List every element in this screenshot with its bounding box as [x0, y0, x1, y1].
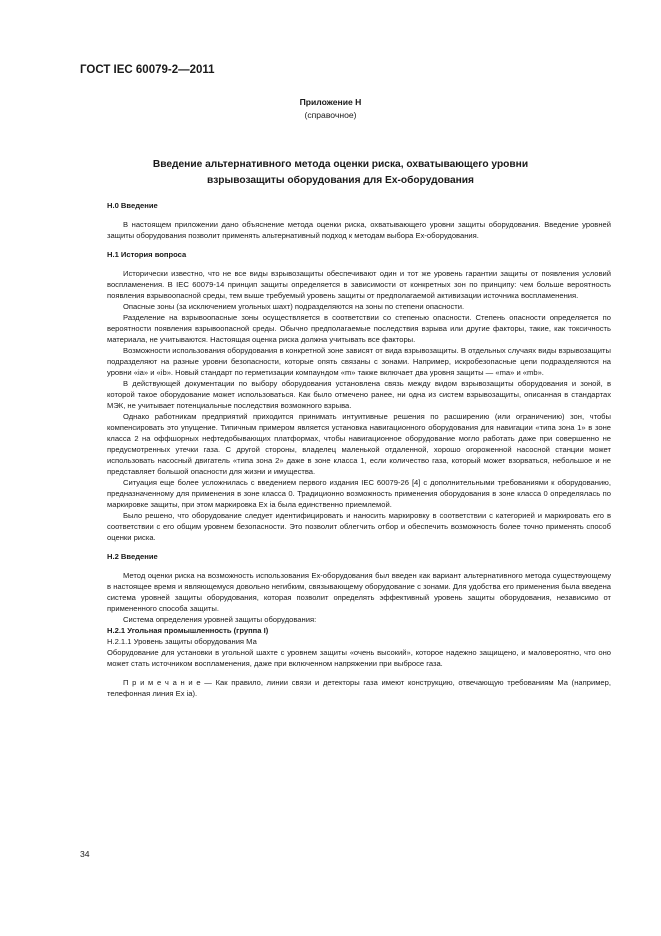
paragraph: В действующей документации по выбору оборудования установлена связь между видом взрывозащиты оборудования и зоной, в которой такое оборудование может использоваться. Как было отмечено ранее, ни одна из систем взрывозащиты, описанная в стандартах МЭК, не учитывает потенциальные последствия возможного взрыва.	[107, 379, 611, 410]
page-number: 34	[80, 849, 90, 859]
standard-header: ГОСТ IEC 60079-2—2011	[80, 64, 215, 76]
paragraph: Возможности использования оборудования в конкретной зоне зависят от вида взрывозащиты. В отдельных случаях виды взрывозащиты подразделяют на разные уровни безопасности, которые опять связаны с зонами. Например, искробезопасные цепи подразделяются на уровни «ia» и «ib». Новый стандарт по герметизации компаундом «m» также включает два уровня защиты — «ma» и «mb».	[107, 346, 611, 377]
appendix-label	[0, 97, 661, 107]
section-h0-heading: Н.0 Введение	[107, 201, 158, 210]
paragraph: Исторически известно, что не все виды взрывозащиты обеспечивают один и тот же уровень гарантии защиты от появления условий воспламенения. В IEC 60079-14 принцип защиты определяется в зависимости от конкретных зон по принципу: чем больше вероятность появления взрывоопасной среды, тем выше требуемый уровень защиты от предполагаемой активизации источника воспламенения.	[107, 269, 611, 300]
subsection-h211-heading: Н.2.1.1 Уровень защиты оборудования Ма	[107, 637, 257, 646]
appendix-status: (справочное)	[304, 110, 357, 120]
paragraph: Опасные зоны (за исключением угольных шахт) подразделяются на зоны по степени опасности.	[123, 302, 465, 311]
paragraph: Разделение на взрывоопасные зоны осуществляется в соответствии со степенью опасности. Степень опасности определяется по вероятности появления взрывоопасной среды. Обычно предполагаемые последствия взрыва или другие факторы, такие, как токсичность материала, не учитываются. Настоящая оценка риска должна учитывать все факторы.	[107, 313, 611, 344]
section-h2-heading: Н.2 Введение	[107, 552, 158, 561]
paragraph: Было решено, что оборудование следует идентифицировать и наносить маркировку в соответствии с категорией и маркировать его в соответствии с его общим уровнем безопасности. Это позволит облегчить отбор и обеспечить возможность более точно применять способ оценки риска.	[107, 511, 611, 542]
paragraph: Система определения уровней защиты оборудования:	[123, 615, 317, 624]
title-line-2: взрывозащиты оборудования для Ех-оборудования	[206, 175, 474, 186]
paragraph: Ситуация еще более усложнилась с введением первого издания IEC 60079-26 [4] с дополнительными требованиями к оборудованию, предназначенному для применения в зоне класса 0. Традиционно возможность применения оборудования в зоне класса 0 определялась по маркировке защиты, при этом маркировка Ex ia была единственно приемлемой.	[107, 478, 611, 509]
paragraph: В настоящем приложении дано объяснение метода оценки риска, охватывающего уровни защиты оборудования. Введение уровней защиты оборудования позволит применять альтернативный подход к методам выбора Ех-оборудования.	[107, 220, 611, 240]
subsection-h21-heading: Н.2.1 Угольная промышленность (группа I)	[107, 626, 269, 635]
appendix-label-text: Приложение Н	[299, 97, 362, 107]
paragraph: Метод оценки риска на возможность использования Ех-оборудования был введен как вариант альтернативного метода существующему в настоящее время и являющемуся довольно негибким, связывающему оборудование с зонами. Для удобства его применения была введена система уровней защиты оборудования, которая позволит определять эффективный уровень защиты оборудования, независимо от примененного способа защиты.	[107, 571, 611, 613]
note: П р и м е ч а н и е — Как правило, линии связи и детекторы газа имеют конструкцию, отвечающую требованиям Ма (например, телефонная линия Ех ia).	[107, 678, 611, 698]
paragraph: Однако работникам предприятий приходится принимать интуитивные решения по расширению (или ограничению) зон, чтобы компенсировать это упущение. Типичным примером является установка навигационного оборудования для навигации «типа зона 1» в зоне класса 2 на оффшорных нефтедобывающих платформах, чтобы навигационное оборудование могло работать даже при совершенно не предусмотренных утечки газа. С другой стороны, владелец маленькой отдаленной, хорошо огороженной насосной станции может использовать насосный двигатель «типа зона 2» даже в зоне класса 1, если количество газа, который может взорваться, небольшое и не представляет большой опасности для жизни и имущества.	[107, 412, 611, 476]
body-text	[107, 200, 611, 699]
appendix-title	[110, 157, 571, 189]
section-h1-heading: Н.1 История вопроса	[107, 250, 187, 259]
paragraph: Оборудование для установки в угольной шахте с уровнем защиты «очень высокий», которое надежно защищено, и маловероятно, что оно может стать источником воспламенения, даже при включенном напряжении при выбросе газа.	[107, 648, 611, 668]
title-line-1: Введение альтернативного метода оценки риска, охватывающего уровни	[152, 159, 529, 170]
